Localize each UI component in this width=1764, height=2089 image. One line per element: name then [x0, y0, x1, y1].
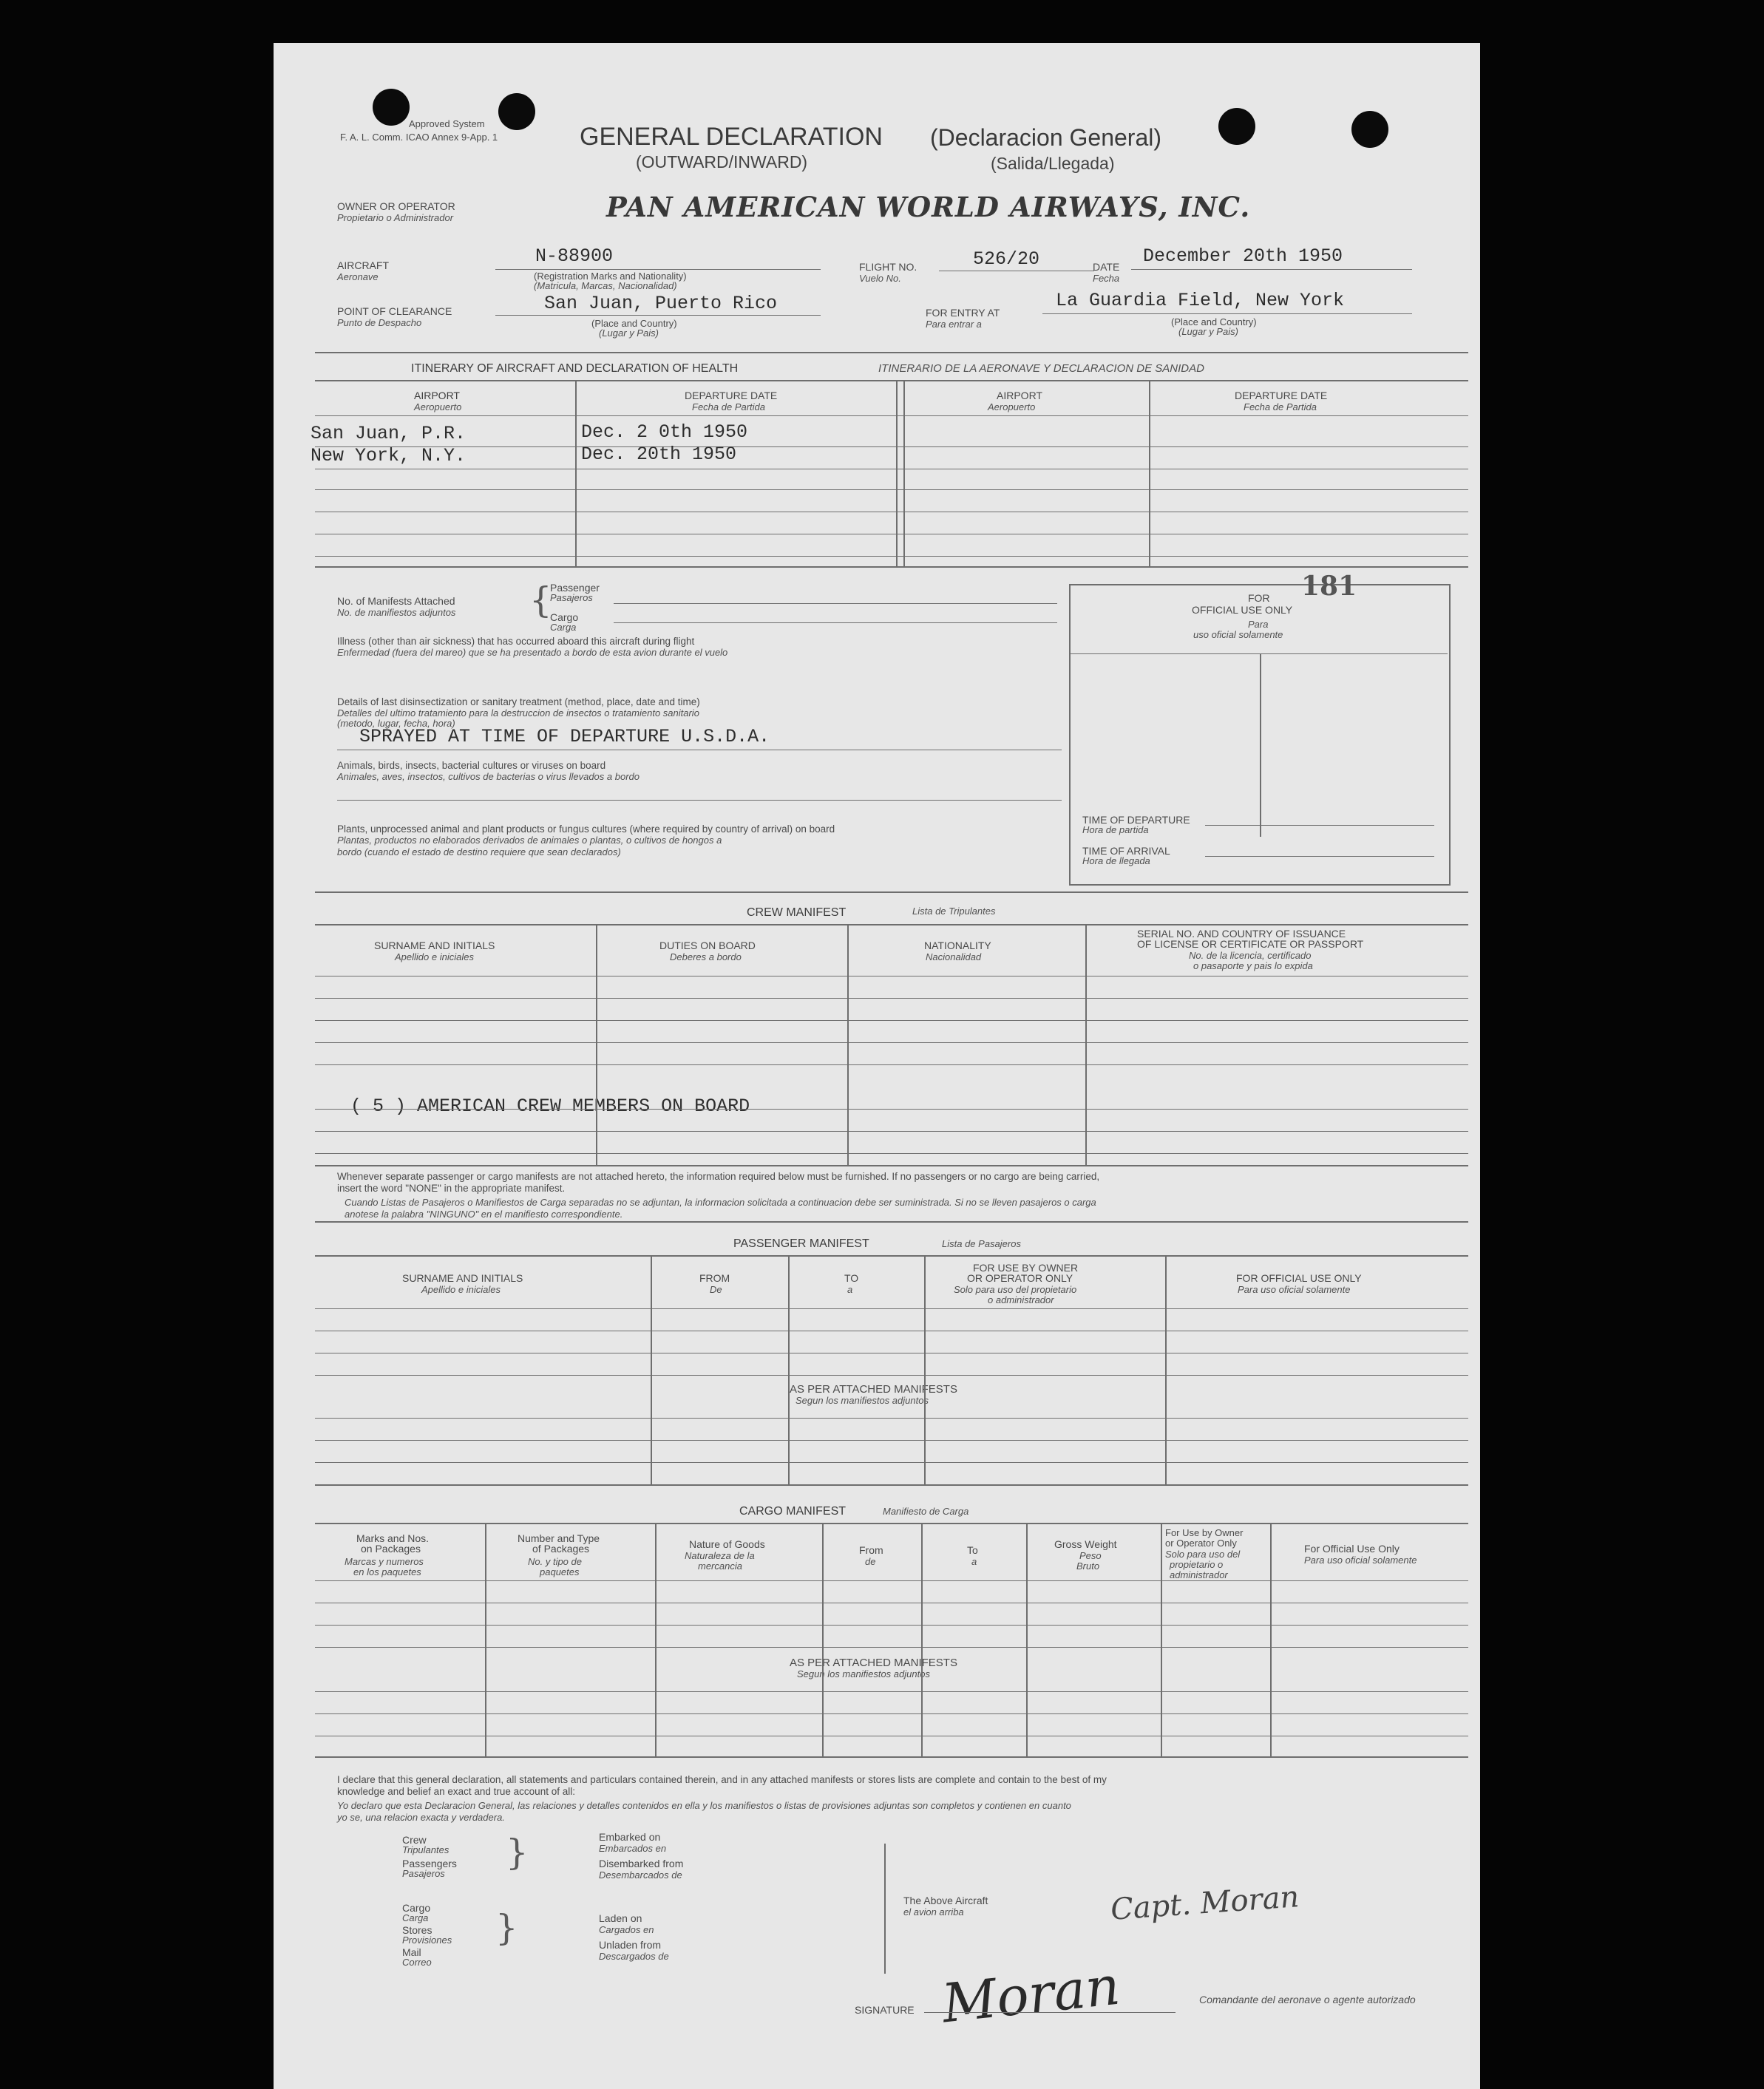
passenger-col-surname: SURNAME AND INITIALS	[402, 1272, 523, 1284]
cargo-col-weight-es-1: Peso	[1079, 1550, 1102, 1561]
plants-label-es-2: bordo (cuando el estado de destino requiere que sean declarados)	[337, 846, 621, 857]
decl-crew-es: Tripulantes	[402, 1844, 450, 1855]
cargo-col-owner-3: Solo para uso del	[1165, 1549, 1241, 1560]
date-label-es: Fecha	[1093, 273, 1120, 284]
crew-col-nationality: NATIONALITY	[924, 940, 991, 951]
disinsect-label-es-2: (metodo, lugar, fecha, hora)	[337, 718, 455, 729]
animals-label: Animals, birds, insects, bacterial cultures or viruses on board	[337, 760, 606, 771]
decl-above-aircraft-es: el avion arriba	[903, 1906, 964, 1918]
owner-label: OWNER OR OPERATOR	[337, 200, 455, 212]
illness-label: Illness (other than air sickness) that has occurred aboard this aircraft during flight	[337, 636, 695, 647]
flight-label-es: Vuelo No.	[859, 273, 901, 284]
decl-laden-es: Cargados en	[599, 1924, 654, 1935]
decl-laden: Laden on	[599, 1912, 642, 1924]
manifests-label-es: No. de manifiestos adjuntos	[337, 607, 456, 618]
itinerary-heading: ITINERARY OF AIRCRAFT AND DECLARATION OF HEALTH	[411, 362, 739, 375]
notice-en-2: insert the word "NONE" in the appropriate manifest.	[337, 1183, 566, 1194]
declaration-en-1: I declare that this general declaration, all statements and particulars contained therein, and in any attached manifests or stores lists are complete and contain to the best of my	[337, 1774, 1107, 1785]
owner-label-es: Propietario o Administrador	[337, 212, 454, 223]
cargo-col-official-es: Para uso oficial solamente	[1304, 1555, 1417, 1566]
time-departure-label-es: Hora de partida	[1082, 824, 1149, 835]
declaration-en-2: knowledge and belief an exact and true account of all:	[337, 1786, 575, 1797]
official-label-2: OFFICIAL USE ONLY	[1192, 604, 1293, 616]
disinsect-label: Details of last disinsectization or sanitary treatment (method, place, date and time)	[337, 696, 700, 707]
crew-col-nationality-es: Nacionalidad	[926, 951, 982, 962]
aircraft-label: AIRCRAFT	[337, 259, 389, 271]
entry-label: FOR ENTRY AT	[926, 307, 1000, 319]
passenger-col-official: FOR OFFICIAL USE ONLY	[1236, 1272, 1362, 1284]
time-departure-label: TIME OF DEPARTURE	[1082, 814, 1190, 826]
manifest-passenger-es: Pasajeros	[550, 592, 593, 603]
itinerary-row-1-date: Dec. 2 0th 1950	[581, 421, 748, 443]
itinerary-col-airport-es: Aeropuerto	[414, 401, 462, 412]
crew-col-surname: SURNAME AND INITIALS	[374, 940, 495, 951]
cargo-col-from-es: de	[865, 1556, 876, 1567]
notice-en-1: Whenever separate passenger or cargo manifests are not attached hereto, the information required below must be furnished. If no passengers or no cargo are being carried,	[337, 1171, 1100, 1182]
decl-passengers-es: Pasajeros	[402, 1868, 445, 1879]
form-title-es: (Declaracion General)	[930, 124, 1162, 151]
cargo-col-owner-1: For Use by Owner	[1165, 1527, 1244, 1538]
itinerary-row-1-airport: San Juan, P.R.	[311, 423, 467, 444]
decl-disembarked-es: Desembarcados de	[599, 1869, 682, 1881]
decl-unladen: Unladen from	[599, 1939, 662, 1951]
approval-line-2: F. A. L. Comm. ICAO Annex 9-App. 1	[340, 132, 498, 143]
official-label-1: FOR	[1248, 592, 1270, 604]
punch-hole	[1218, 108, 1255, 145]
itinerary-col-departure-2: DEPARTURE DATE	[1235, 390, 1328, 401]
entry-value: La Guardia Field, New York	[1056, 290, 1345, 311]
captain-name: Capt. Moran	[1109, 1880, 1300, 1927]
cargo-col-owner-2: or Operator Only	[1165, 1538, 1237, 1549]
decl-passengers: Passengers	[402, 1858, 457, 1869]
cargo-col-marks-3: Marcas y numeros	[345, 1556, 424, 1567]
signature-caption: Comandante del aeronave o agente autorizado	[1199, 1994, 1416, 2005]
manifest-passenger: Passenger	[550, 582, 600, 594]
cargo-heading: CARGO MANIFEST	[739, 1505, 847, 1518]
itinerary-col-airport-2: AIRPORT	[997, 390, 1042, 401]
punch-hole	[498, 93, 535, 130]
cargo-col-number-1: Number and Type	[518, 1532, 600, 1544]
itinerary-col-departure: DEPARTURE DATE	[685, 390, 778, 401]
passenger-col-owner-2: OR OPERATOR ONLY	[967, 1272, 1073, 1284]
crew-col-serial-4: o pasaporte y pais lo expida	[1193, 960, 1313, 971]
signature-label: SIGNATURE	[855, 2004, 915, 2016]
clearance-sub-es: (Lugar y Pais)	[599, 327, 659, 339]
passenger-heading-es: Lista de Pasajeros	[942, 1238, 1021, 1249]
passenger-note-es: Segun los manifiestos adjuntos	[796, 1395, 929, 1406]
animals-label-es: Animales, aves, insectos, cultivos de bacterias o virus llevados a bordo	[337, 771, 640, 782]
itinerary-col-airport: AIRPORT	[414, 390, 460, 401]
clearance-sub: (Place and Country)	[591, 318, 677, 329]
passenger-col-owner-3: Solo para uso del propietario	[954, 1284, 1077, 1295]
crew-col-surname-es: Apellido e iniciales	[395, 951, 474, 962]
date-label: DATE	[1093, 261, 1120, 273]
official-number: 181	[1301, 571, 1357, 602]
decl-unladen-es: Descargados de	[599, 1951, 669, 1962]
itinerary-col-departure-2-es: Fecha de Partida	[1244, 401, 1317, 412]
passenger-col-owner-1: FOR USE BY OWNER	[973, 1262, 1079, 1274]
cargo-col-official: For Official Use Only	[1304, 1543, 1400, 1555]
declaration-es-2: yo se, una relacion exacta y verdadera.	[337, 1812, 505, 1823]
passenger-col-to-es: a	[847, 1284, 853, 1295]
decl-mail-es: Correo	[402, 1957, 432, 1968]
punch-hole	[1351, 111, 1388, 148]
disinsect-label-es: Detalles del ultimo tratamiento para la destruccion de insectos o tratamiento sanitario	[337, 707, 699, 719]
passenger-col-to: TO	[844, 1272, 859, 1284]
registration-sub: (Registration Marks and Nationality)	[534, 271, 687, 282]
cargo-col-marks-2: on Packages	[361, 1543, 421, 1555]
clearance-value: San Juan, Puerto Rico	[544, 293, 778, 314]
decl-embarked: Embarked on	[599, 1831, 661, 1843]
crew-col-serial-2: OF LICENSE OR CERTIFICATE OR PASSPORT	[1137, 938, 1364, 950]
itinerary-row-2-date: Dec. 20th 1950	[581, 444, 737, 465]
entry-label-es: Para entrar a	[926, 319, 982, 330]
decl-crew: Crew	[402, 1834, 427, 1846]
aircraft-label-es: Aeronave	[337, 271, 379, 282]
cargo-col-nature-2: Naturaleza de la	[685, 1550, 755, 1561]
declaration-form: Approved System F. A. L. Comm. ICAO Annex 9-App. 1 GENERAL DECLARATION (OUTWARD/INWARD) (Declaracion General) (Salida/Llegada) OWNER OR OPERATOR Propietario o Administrador PAN AMERICAN WORLD AIRWAYS, INC. AIRCRAFT Aeronave N-88900 (Registration Marks and Nationality) (Matricula, Marcas, Nacionalidad) FLIGHT NO. Vuelo No. 526/20 DATE Fecha December 20th 1950 POINT OF CLEARANCE Punto de Despacho San Juan, Puerto Rico (Place and Country) (Lugar y Pais) FOR ENTRY AT Para entrar a La Guardia Field, New York (Place and Country) (Lugar y Pais) ITINERARY OF AIRCRAFT AND DECLARATION OF HEALTH ITINERARIO DE LA AERONAVE Y DECLARACION DE SANIDAD AIRPORT Aeropuerto DEPARTURE DATE Fecha de Partida AIRPORT Aeropuerto DEPARTURE DATE Fecha de Partida San Juan, P.R. Dec. 2 0th 1950 New York, N.Y. Dec. 20th 1950 No. of Manifests Attached No. de manifiestos adjuntos { Passenger Pasajeros Cargo Carga Illness (other than air sickness) that has occurred aboard this aircraft during flight Enfermedad (fuera del mareo) que se ha presentado a bordo de esta avion durante el vuelo Details of last disinsectization or sanitary treatment (method, place, date and time) Detalles del ultimo tratamiento para la destruccion de insectos o tratamiento sanitario (metodo, lugar, fecha, hora) SPRAYED AT TIME OF DEPARTURE U.S.D.A. Animals, birds, insects, bacterial cultures or viruses on board Animales, aves, insectos, cultivos de bacterias o virus llevados a bordo Plants, unprocessed animal and plant products or fungus cultures (where required by country of arrival) on board Plantas, productos no elaborados derivados de animales o plantas, o cultivos de hongos a bordo (cuando el estado de destino requiere que sean declarados) 181 FOR OFFICIAL USE ONLY Para uso oficial solamente TIME OF DEPARTURE Hora de partida TIME OF ARRIVAL Hora de llegada CREW MANIFEST Lista de Tripulantes SURNAME AND INITIALS Apellido e iniciales DUTIES ON BOARD Deberes a bordo NATIONALITY Nacionalidad SERIAL NO. AND COUNTRY OF ISSUANCE OF LICENSE OR CERTIFICATE OR PASSPORT No. de la licencia, certificado o pasaporte y pais lo expida ( 5 ) AMERICAN CREW MEMBERS ON BOARD Whenever separate passenger or cargo manifests are not attached hereto, the information required below must be furnished. If no passengers or no cargo are being carried, insert the word "NONE" in the appropriate manifest. Cuando Listas de Pasajeros o Manifiestos de Carga separadas no se adjuntan, la informacion solicitada a continuacion debe ser suministrada. Si no se lleven pasajeros o carga anotese la palabra "NINGUNO" en el manifiesto correspondiente. PASSENGER MANIFEST Lista de Pasajeros SURNAME AND INITIALS Apellido e iniciales FROM De TO a FOR USE BY OWNER OR OPERATOR ONLY Solo para uso del propietario o administrador FOR OFFICIAL USE ONLY Para uso oficial solamente AS PER ATTACHED MANIFESTS Segun los manifiestos adjuntos CARGO MANIFEST Manifiesto de Carga Marks and Nos. on Packages Marcas y numeros en los paquetes Number and Type of Packages No. y tipo de paquetes Nature of Goods Naturaleza de la mercancia From de To a Gross Weight Peso Bruto For Use by Owner or Operator Only Solo para uso del propietario o administrador For Official Use Only Para uso oficial solamente AS PER ATTACHED MANIFESTS Segun los manifiestos adjuntos I declare that this general declaration, all statements and particulars contained therein, and in any attached manifests or stores lists are complete and contain to the best of my knowledge and belief an exact and true account of all: Yo declaro que esta Declaracion General, las relaciones y detalles contenidos en ella y los manifiestos o listas de provisiones adjuntas son completos y contienen en cuanto yo se, una relacion exacta y verdadera. Crew Tripulantes Passengers Pasajeros } Embarked on Embarcados en Disembarked from Desembarcados de Cargo Carga Stores Provisiones Mail Correo } Laden on Cargados en Unladen from Descargados de The Above Aircraft el avion arriba Capt. Moran SIGNATURE Moran Comandante del aeronave o agente autorizado	[274, 43, 1480, 2089]
itinerary-col-airport-2-es: Aeropuerto	[988, 401, 1036, 412]
official-label-es-1: Para	[1248, 619, 1269, 630]
cargo-col-nature-1: Nature of Goods	[689, 1538, 765, 1550]
aircraft-registration: N-88900	[535, 245, 614, 267]
form-title: GENERAL DECLARATION	[580, 123, 883, 151]
flight-number: 526/20	[973, 248, 1040, 270]
decl-cargo-es: Carga	[402, 1912, 429, 1923]
punch-hole	[373, 89, 410, 126]
cargo-col-owner-5: administrador	[1170, 1569, 1228, 1580]
cargo-note: AS PER ATTACHED MANIFESTS	[790, 1657, 957, 1669]
notice-es-2: anotese la palabra "NINGUNO" en el manifiesto correspondiente.	[345, 1209, 623, 1220]
passenger-col-surname-es: Apellido e iniciales	[421, 1284, 501, 1295]
decl-embarked-es: Embarcados en	[599, 1843, 667, 1854]
signature: Moran	[939, 1954, 1123, 2035]
crew-heading-es: Lista de Tripulantes	[912, 906, 996, 917]
flight-date: December 20th 1950	[1143, 245, 1343, 267]
cargo-col-marks-1: Marks and Nos.	[356, 1532, 430, 1544]
disinsect-value: SPRAYED AT TIME OF DEPARTURE U.S.D.A.	[359, 726, 770, 747]
manifest-cargo: Cargo	[550, 611, 579, 623]
time-arrival-label-es: Hora de llegada	[1082, 855, 1150, 866]
crew-heading: CREW MANIFEST	[747, 906, 847, 919]
illness-label-es: Enfermedad (fuera del mareo) que se ha presentado a bordo de esta avion durante el vuelo	[337, 647, 728, 658]
registration-sub-es: (Matricula, Marcas, Nacionalidad)	[534, 280, 677, 291]
decl-mail: Mail	[402, 1946, 421, 1958]
owner-value: PAN AMERICAN WORLD AIRWAYS, INC.	[606, 191, 1251, 223]
cargo-col-to: To	[967, 1544, 978, 1556]
cargo-col-nature-3: mercancia	[698, 1560, 742, 1572]
passenger-note: AS PER ATTACHED MANIFESTS	[790, 1383, 957, 1396]
passenger-col-from: FROM	[699, 1272, 730, 1284]
decl-above-aircraft: The Above Aircraft	[903, 1895, 988, 1906]
entry-sub-es: (Lugar y Pais)	[1178, 326, 1238, 337]
flight-label: FLIGHT NO.	[859, 261, 917, 273]
passenger-heading: PASSENGER MANIFEST	[733, 1237, 869, 1250]
notice-es-1: Cuando Listas de Pasajeros o Manifiestos de Carga separadas no se adjuntan, la informacion solicitada a continuacion debe ser suministrada. Si no se lleven pasajeros o carga	[345, 1197, 1096, 1208]
crew-col-duties: DUTIES ON BOARD	[659, 940, 756, 951]
passenger-col-official-es: Para uso oficial solamente	[1238, 1284, 1351, 1295]
cargo-col-owner-4: propietario o	[1170, 1559, 1224, 1570]
entry-sub: (Place and Country)	[1171, 316, 1257, 327]
official-label-es-2: uso oficial solamente	[1193, 629, 1283, 640]
itinerary-heading-es: ITINERARIO DE LA AERONAVE Y DECLARACION DE SANIDAD	[878, 362, 1204, 375]
itinerary-row-2-airport: New York, N.Y.	[311, 445, 467, 466]
form-subtitle: (OUTWARD/INWARD)	[636, 152, 808, 171]
decl-disembarked: Disembarked from	[599, 1858, 684, 1869]
plants-label-es: Plantas, productos no elaborados derivados de animales o plantas, o cultivos de hongos a	[337, 835, 722, 846]
cargo-col-number-3: No. y tipo de	[528, 1556, 582, 1567]
cargo-col-from: From	[859, 1544, 883, 1556]
passenger-col-owner-4: o administrador	[988, 1294, 1054, 1305]
cargo-heading-es: Manifiesto de Carga	[883, 1506, 969, 1517]
time-arrival-label: TIME OF ARRIVAL	[1082, 845, 1170, 857]
cargo-col-number-2: of Packages	[532, 1543, 590, 1555]
decl-cargo: Cargo	[402, 1902, 431, 1914]
cargo-col-number-4: paquetes	[540, 1566, 580, 1577]
decl-stores: Stores	[402, 1924, 432, 1936]
clearance-label: POINT OF CLEARANCE	[337, 305, 452, 317]
cargo-col-weight: Gross Weight	[1054, 1538, 1117, 1550]
cargo-col-marks-4: en los paquetes	[353, 1566, 421, 1577]
crew-col-serial-3: No. de la licencia, certificado	[1189, 950, 1312, 961]
crew-col-duties-es: Deberes a bordo	[670, 951, 742, 962]
form-subtitle-es: (Salida/Llegada)	[991, 154, 1115, 173]
itinerary-col-departure-es: Fecha de Partida	[692, 401, 766, 412]
manifest-cargo-es: Carga	[550, 622, 577, 633]
crew-col-serial-1: SERIAL NO. AND COUNTRY OF ISSUANCE	[1137, 928, 1346, 940]
approval-line-1: Approved System	[409, 118, 485, 129]
cargo-col-to-es: a	[971, 1556, 977, 1567]
decl-stores-es: Provisiones	[402, 1935, 452, 1946]
declaration-es-1: Yo declaro que esta Declaracion General, las relaciones y detalles contenidos en ella y los manifiestos o listas de provisiones adjuntas son completos y contienen en cuanto	[337, 1800, 1071, 1811]
crew-entry: ( 5 ) AMERICAN CREW MEMBERS ON BOARD	[350, 1096, 750, 1117]
passenger-col-from-es: De	[710, 1284, 722, 1295]
clearance-label-es: Punto de Despacho	[337, 317, 422, 328]
cargo-col-weight-es-2: Bruto	[1076, 1560, 1100, 1572]
plants-label: Plants, unprocessed animal and plant products or fungus cultures (where required by country of arrival) on board	[337, 823, 835, 835]
cargo-note-es: Segun los manifiestos adjuntos	[797, 1668, 930, 1679]
manifests-label: No. of Manifests Attached	[337, 595, 455, 607]
